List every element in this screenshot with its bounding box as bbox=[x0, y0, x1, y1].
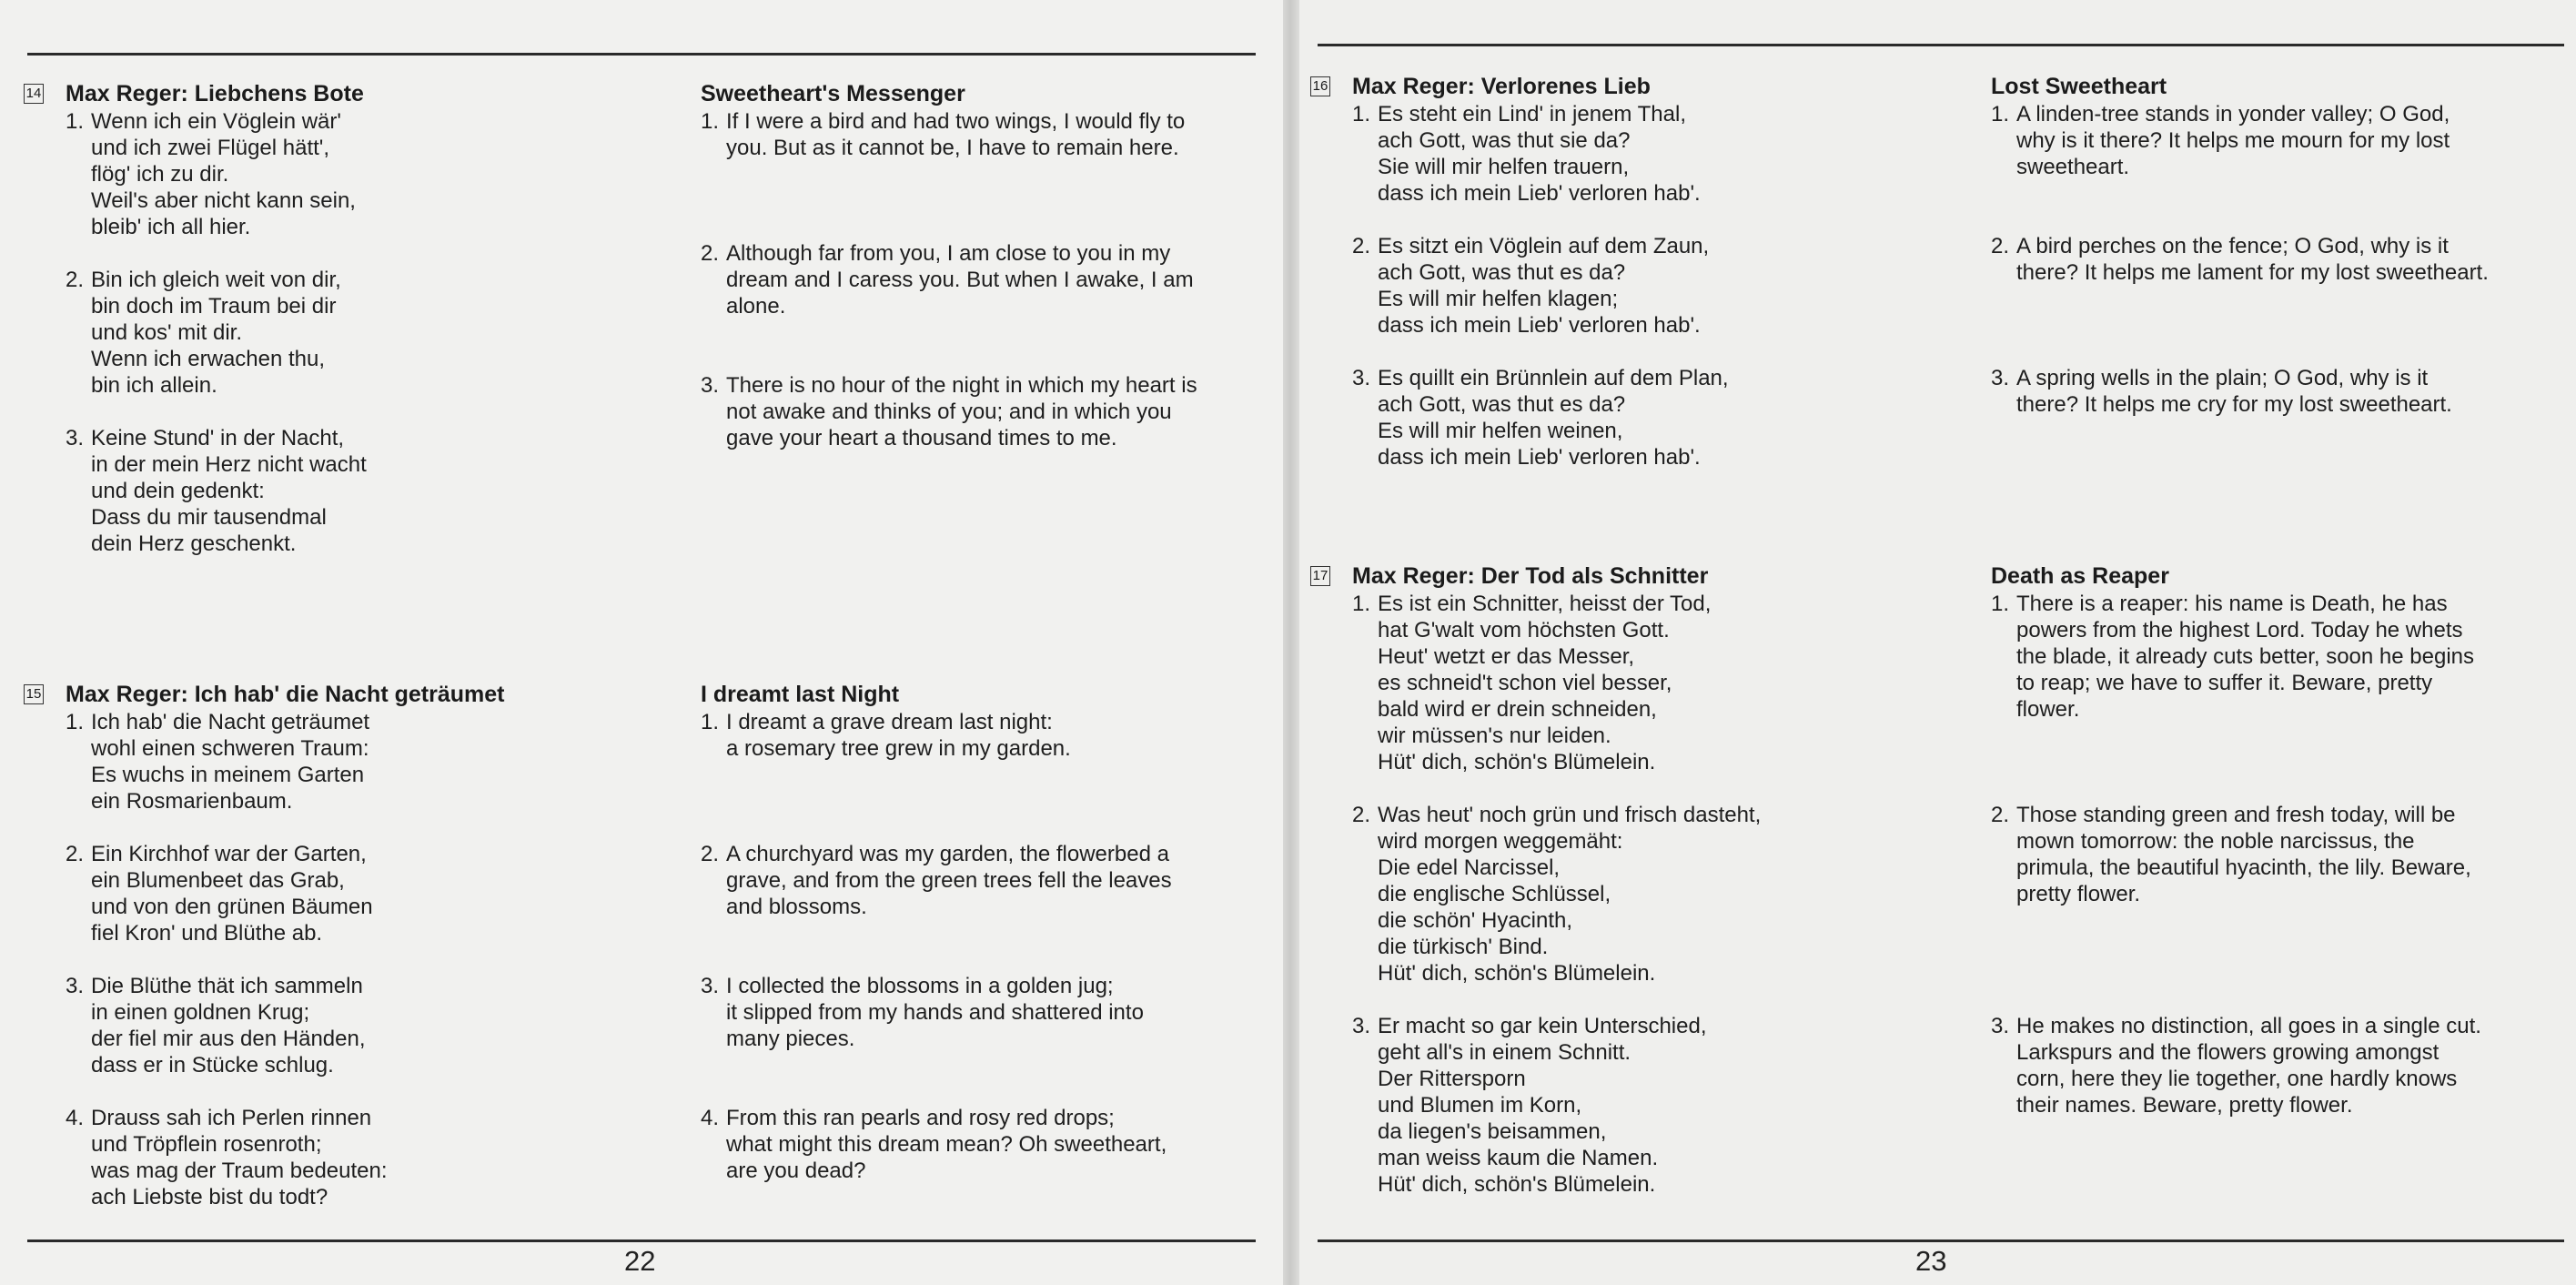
song-15-english bbox=[701, 681, 1265, 1184]
page-number: 22 bbox=[624, 1245, 656, 1277]
stanza: 1. Es steht ein Lind' in jenem Thal, ach Gott, was thut sie da? Sie will mir helfen trauern, dass ich mein Lieb' verloren hab'. bbox=[1352, 102, 1701, 206]
song-17-english bbox=[1991, 562, 2564, 1118]
stanza: 3. Es quillt ein Brünnlein auf dem Plan, ach Gott, was thut es da? Es will mir helfen weinen, dass ich mein Lieb' verloren hab'. bbox=[1352, 366, 1729, 470]
song-15-german bbox=[25, 681, 505, 1210]
stanza: 1. Wenn ich ein Vöglein wär' und ich zwei Flügel hätt', flög' ich zu dir. Weil's aber nicht kann sein, bleib' ich all hier. bbox=[66, 109, 356, 239]
stanza: 1. I dreamt a grave dream last night: a rosemary tree grew in my garden. bbox=[701, 710, 1071, 761]
song-title: 17 Max Reger: Der Tod als Schnitter bbox=[1352, 562, 1761, 590]
bottom-rule bbox=[1318, 1239, 2564, 1242]
song-17-german bbox=[1312, 562, 1762, 1198]
bottom-rule bbox=[27, 1239, 1256, 1242]
stanza: 4. From this ran pearls and rosy red drops; what might this dream mean? Oh sweetheart, are you dead? bbox=[701, 1106, 1167, 1183]
song-title: Death as Reaper bbox=[1991, 563, 2169, 589]
stanza: 3. I collected the blossoms in a golden jug; it slipped from my hands and shattered into many pieces. bbox=[701, 974, 1144, 1051]
stanza: 1. A linden-tree stands in yonder valley; O God, why is it there? It helps me mourn for my lost sweetheart. bbox=[1991, 102, 2450, 179]
stanza: 2. A bird perches on the fence; O God, why is it there? It helps me lament for my lost sweetheart. bbox=[1991, 234, 2489, 285]
stanza: 3. Er macht so gar kein Unterschied, geht all's in einem Schnitt. Der Rittersporn und Blumen im Korn, da liegen's beisammen, man weiss kaum die Namen. Hüt' dich, schön's Blümelein. bbox=[1352, 1014, 1707, 1197]
page-23 bbox=[1299, 0, 2576, 1285]
song-title: 16 Max Reger: Verlorenes Lieb bbox=[1352, 73, 1729, 100]
page-number: 23 bbox=[1915, 1245, 1947, 1277]
stanza: 4. Drauss sah ich Perlen rinnen und Tröpflein rosenroth; was mag der Traum bedeuten: ach Liebste bist du todt? bbox=[66, 1106, 388, 1209]
stanza: 3. Die Blüthe thät ich sammeln in einen goldnen Krug; der fiel mir aus den Händen, dass er in Stücke schlug. bbox=[66, 974, 366, 1078]
stanza: 1. If I were a bird and had two wings, I would fly to you. But as it cannot be, I have to remain here. bbox=[701, 109, 1186, 160]
stanza: 1. Ich hab' die Nacht geträumet wohl einen schweren Traum: Es wuchs in meinem Garten ein Rosmarienbaum. bbox=[66, 710, 370, 814]
song-title: Sweetheart's Messenger bbox=[701, 81, 965, 106]
stanza: 3. A spring wells in the plain; O God, why is it there? It helps me cry for my lost sweetheart. bbox=[1991, 366, 2452, 417]
track-number-badge: 17 bbox=[1310, 566, 1330, 586]
stanza: 1. Es ist ein Schnitter, heisst der Tod, hat G'walt vom höchsten Gott. Heut' wetzt er das Messer, es schneid't schon viel besser, bald wird er drein schneiden, wir müssen's nur leiden. Hüt' dich, schön's Blümelein. bbox=[1352, 592, 1712, 774]
stanza: 2. Although far from you, I am close to you in my dream and I caress you. But when I awake, I am alone. bbox=[701, 241, 1194, 319]
song-14-german bbox=[25, 80, 367, 557]
stanza: 3. Keine Stund' in der Nacht, in der mein Herz nicht wacht und dein gedenkt: Dass du mir tausendmal dein Herz geschenkt. bbox=[66, 426, 367, 556]
top-rule bbox=[27, 53, 1256, 56]
stanza: 3. He makes no distinction, all goes in a single cut. Larkspurs and the flowers growing amongst corn, here they lie together, one hardly knows their names. Beware, pretty flower. bbox=[1991, 1014, 2481, 1118]
stanza: 2. Bin ich gleich weit von dir, bin doch im Traum bei dir und kos' mit dir. Wenn ich erwachen thu, bin ich allein. bbox=[66, 268, 341, 398]
stanza: 2. Ein Kirchhof war der Garten, ein Blumenbeet das Grab, und von den grünen Bäumen fiel Kron' und Blüthe ab. bbox=[66, 842, 373, 946]
top-rule bbox=[1318, 44, 2564, 46]
stanza: 2. Those standing green and fresh today, will be mown tomorrow: the noble narcissus, the primula, the beautiful hyacinth, the lily. Beware, pretty flower. bbox=[1991, 803, 2471, 906]
song-title: Lost Sweetheart bbox=[1991, 74, 2167, 99]
stanza: 1. There is a reaper: his name is Death, he has powers from the highest Lord. Today he whets the blade, it already cuts better, soon he begins to reap; we have to suffer it. Beware, pretty flower. bbox=[1991, 592, 2475, 722]
song-title: 15 Max Reger: Ich hab' die Nacht geträumet bbox=[66, 681, 504, 708]
track-number-badge: 14 bbox=[24, 84, 44, 104]
track-number-badge: 15 bbox=[24, 684, 44, 704]
track-number-badge: 16 bbox=[1310, 76, 1330, 96]
stanza: 2. Was heut' noch grün und frisch dasteht, wird morgen weggemäht: Die edel Narcissel, die englische Schlüssel, die schön' Hyacinth, die türkisch' Bind. Hüt' dich, schön's Blümelein. bbox=[1352, 803, 1762, 986]
song-title: 14 Max Reger: Liebchens Bote bbox=[66, 80, 367, 107]
song-16-german bbox=[1312, 73, 1729, 470]
page-22 bbox=[0, 0, 1283, 1285]
song-14-english bbox=[701, 80, 1265, 451]
song-title: I dreamt last Night bbox=[701, 682, 900, 707]
stanza: 2. Es sitzt ein Vöglein auf dem Zaun, ach Gott, was thut es da? Es will mir helfen klagen; dass ich mein Lieb' verloren hab'. bbox=[1352, 234, 1710, 338]
song-16-english bbox=[1991, 73, 2564, 418]
book-gutter bbox=[1283, 0, 1299, 1285]
stanza: 3. There is no hour of the night in which my heart is not awake and thinks of you; and in which you gave your heart a thousand times to me. bbox=[701, 373, 1197, 450]
stanza: 2. A churchyard was my garden, the flowerbed a grave, and from the green trees fell the leaves and blossoms. bbox=[701, 842, 1172, 919]
